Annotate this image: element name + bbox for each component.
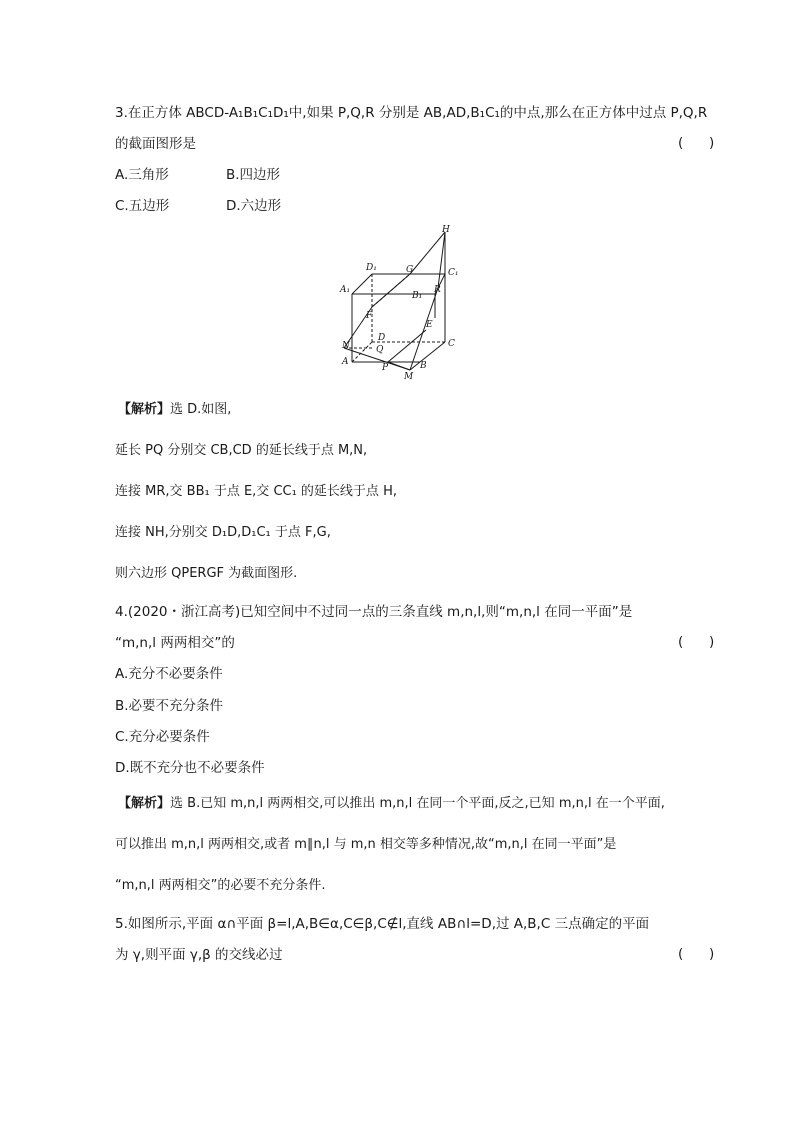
- q3-solution-line2: 延长 PQ 分别交 CB,CD 的延长线于点 M,N,: [115, 443, 368, 458]
- q4-solution-line2: 可以推出 m,n,l 两两相交,或者 m∥n,l 与 m,n 相交等多种情况,故“m,n,l 在同一平面”是: [115, 837, 617, 852]
- label-g: G: [406, 265, 414, 275]
- label-a1: A₁: [340, 285, 351, 295]
- q3-solution-line4: 连接 NH,分别交 D₁D,D₁C₁ 于点 F,G,: [115, 525, 331, 540]
- q5-stem-line2: 为 γ,则平面 γ,β 的交线必过: [115, 947, 283, 963]
- q5-stem-line1: 5.如图所示,平面 α∩平面 β=l,A,B∈α,C∈β,C∉l,直线 AB∩l=D,过 A,B,C 三点确定的平面: [115, 916, 650, 932]
- q3-option-b: B.四边形: [226, 167, 281, 183]
- label-a: A: [342, 357, 349, 367]
- q4-option-c: C.充分必要条件: [115, 729, 210, 745]
- q4-stem-line2: “m,n,l 两两相交”的: [115, 635, 235, 651]
- line-fg-solid: [372, 274, 410, 307]
- q3-solution-line3: 连接 MR,交 BB₁ 于点 E,交 CC₁ 的延长线于点 H,: [115, 484, 397, 499]
- cube-section-figure: [330, 222, 470, 382]
- q4-solution-text1: 选 B.已知 m,n,l 两两相交,可以推出 m,n,l 在同一个平面,反之,已知 m,n,l 在一个平面,: [170, 796, 665, 811]
- label-f: F: [366, 311, 373, 321]
- q3-option-d: D.六边形: [226, 198, 282, 214]
- label-e: E: [426, 320, 433, 330]
- edge-a1d1: [352, 274, 372, 294]
- label-n: N: [342, 341, 350, 351]
- q3-solution-line5: 则六边形 QPERGF 为截面图形.: [115, 566, 298, 581]
- q4-stem-line1: 4.(2020・浙江高考)已知空间中不过同一点的三条直线 m,n,l,则“m,n,l 在同一平面”是: [115, 604, 633, 620]
- q4-solution-line3: “m,n,l 两两相交”的必要不充分条件.: [115, 878, 326, 893]
- label-h: H: [442, 225, 450, 235]
- solution-tag: 【解析】: [118, 402, 171, 417]
- q3-solution-line1: [118, 401, 231, 419]
- label-r: R: [434, 285, 441, 295]
- q4-option-d: D.既不充分也不必要条件: [115, 760, 265, 776]
- q3-stem-line2: 的截面图形是: [115, 136, 196, 152]
- label-b1: B₁: [412, 291, 423, 301]
- q3-solution-text1: 选 D.如图,: [170, 402, 232, 417]
- label-c1: C₁: [448, 268, 459, 278]
- solution-tag: 【解析】: [118, 796, 171, 811]
- label-d: D: [378, 333, 386, 343]
- label-m: M: [404, 372, 414, 382]
- label-b: B: [420, 361, 427, 371]
- label-d1: D₁: [366, 263, 377, 273]
- q4-answer-paren: ( ): [678, 634, 715, 650]
- q3-option-a: A.三角形: [115, 167, 169, 183]
- label-c: C: [448, 339, 455, 349]
- q4-option-a: A.充分不必要条件: [115, 666, 223, 682]
- edge-bc: [420, 342, 445, 362]
- line-hg: [410, 232, 445, 274]
- q3-answer-paren: ( ): [678, 135, 715, 151]
- label-q: Q: [376, 345, 384, 355]
- q3-option-c: C.五边形: [115, 198, 170, 214]
- q4-option-b: B.必要不充分条件: [115, 698, 224, 714]
- q5-answer-paren: ( ): [678, 946, 715, 962]
- line-hr: [438, 232, 445, 288]
- q3-stem-line1: 3.在正方体 ABCD-A₁B₁C₁D₁中,如果 P,Q,R 分别是 AB,AD,B₁C₁的中点,那么在正方体中过点 P,Q,R: [115, 105, 708, 121]
- line-pe: [388, 330, 426, 362]
- line-pm: [388, 362, 410, 370]
- label-p: P: [382, 363, 389, 373]
- q4-solution-line1: [118, 795, 665, 813]
